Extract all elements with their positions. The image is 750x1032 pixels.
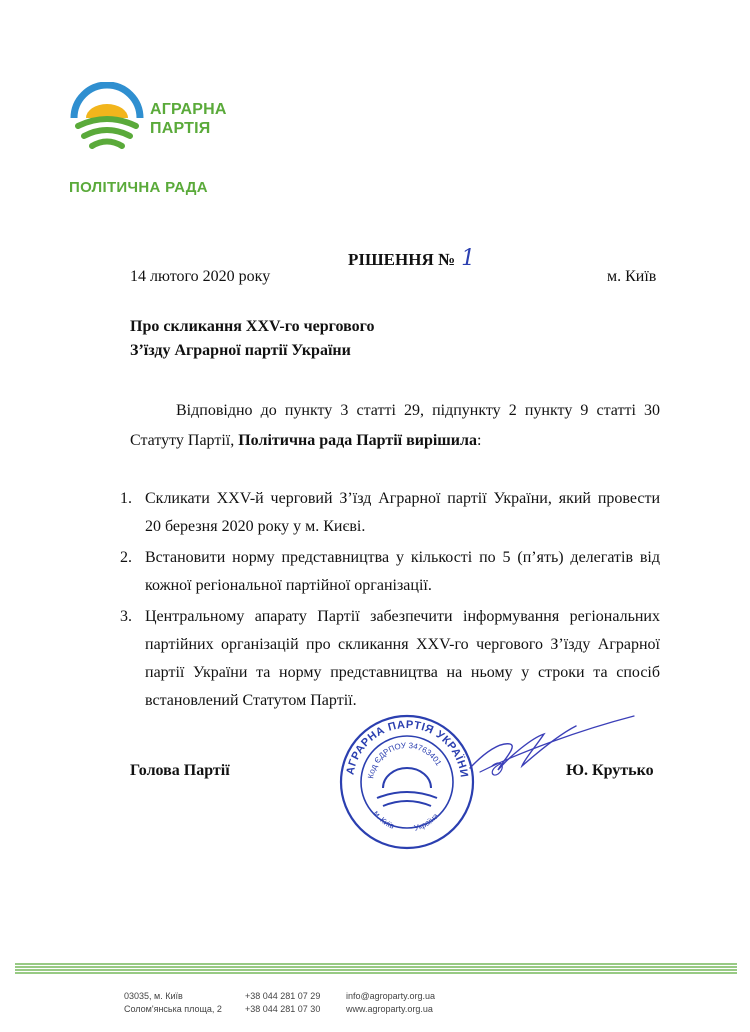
signer-title: Голова Партії xyxy=(130,762,230,779)
footer-divider xyxy=(15,962,737,976)
intro-colon: : xyxy=(477,432,482,449)
decision-title-text: РІШЕННЯ № xyxy=(348,250,456,269)
intro-plain: Статуту Партії, xyxy=(130,432,239,449)
decision-title xyxy=(348,246,475,271)
subject-line-2: З’їзду Аграрної партії України xyxy=(130,342,351,359)
brand-line-2: ПАРТІЯ xyxy=(150,120,211,137)
address-line-2: Солом'янська площа, 2 xyxy=(124,1004,222,1014)
footer-online xyxy=(346,990,435,1016)
signer-name: Ю. Крутько xyxy=(566,762,654,779)
intro-bold: Політична рада Партії вирішила xyxy=(238,432,477,449)
decision-item xyxy=(120,485,660,541)
footer-phones xyxy=(245,990,320,1016)
party-logo xyxy=(68,82,243,162)
stamp-text-top: АГРАРНА ПАРТІЯ УКРАЇНИ xyxy=(344,718,470,779)
item-line: 20 березня 2020 року у м. Києві. xyxy=(145,518,366,535)
item-number: 2. xyxy=(120,549,132,566)
decision-date: 14 лютого 2020 року xyxy=(130,268,271,285)
decision-item xyxy=(120,544,660,600)
brand-name xyxy=(150,100,227,138)
stamp-city: м. Київ xyxy=(371,808,396,831)
decision-item xyxy=(120,603,660,715)
footer-address xyxy=(124,990,222,1016)
address-line-1: 03035, м. Київ xyxy=(124,991,183,1001)
handwritten-signature xyxy=(440,712,640,792)
footer-website[interactable]: www.agroparty.org.ua xyxy=(346,1004,433,1014)
decision-items xyxy=(120,485,660,718)
item-number: 1. xyxy=(120,490,132,507)
item-number: 3. xyxy=(120,608,132,625)
svg-text:Україна xyxy=(413,811,440,833)
party-logo-icon xyxy=(68,82,146,154)
decision-city: м. Київ xyxy=(607,268,657,285)
intro-line-1: Відповідно до пункту 3 статті 29, підпункту 2 пункту 9 статті 30 xyxy=(176,402,660,419)
item-line: Скликати XXV-й черговий З’їзд Аграрної партії України, який провести xyxy=(145,490,660,507)
stamp-country: Україна xyxy=(413,811,441,833)
phone-2: +38 044 281 07 30 xyxy=(245,1004,321,1014)
phone-1: +38 044 281 07 29 xyxy=(245,991,321,1001)
item-line: встановлений Статутом Партії. xyxy=(145,692,357,709)
footer-email[interactable]: info@agroparty.org.ua xyxy=(346,991,436,1001)
item-line: Центральному апарату Партії забезпечити інформування регіональних xyxy=(145,608,660,625)
item-line: Встановити норму представництва у кількості по 5 (п’ять) делегатів від xyxy=(145,549,660,566)
item-line: кожної регіональної партійної організації. xyxy=(145,577,432,594)
decision-intro xyxy=(130,396,660,456)
brand-line-1: АГРАРНА xyxy=(150,101,227,118)
item-line: партійних організацій про скликання XXV-го чергового З’їзду Аграрної xyxy=(145,636,660,653)
item-line: партії України та норму представництва на ньому у строки та спосіб xyxy=(145,664,660,681)
stamp-code: Код ЄДРПОУ 34763401 xyxy=(366,740,444,780)
intro-line-2 xyxy=(130,426,660,456)
council-name: ПОЛІТИЧНА РАДА xyxy=(69,179,208,196)
decision-subject xyxy=(130,315,375,363)
subject-line-1: Про скликання XXV-го чергового xyxy=(130,318,375,335)
decision-number: 1 xyxy=(461,246,476,271)
svg-text:м. Київ xyxy=(372,809,396,831)
